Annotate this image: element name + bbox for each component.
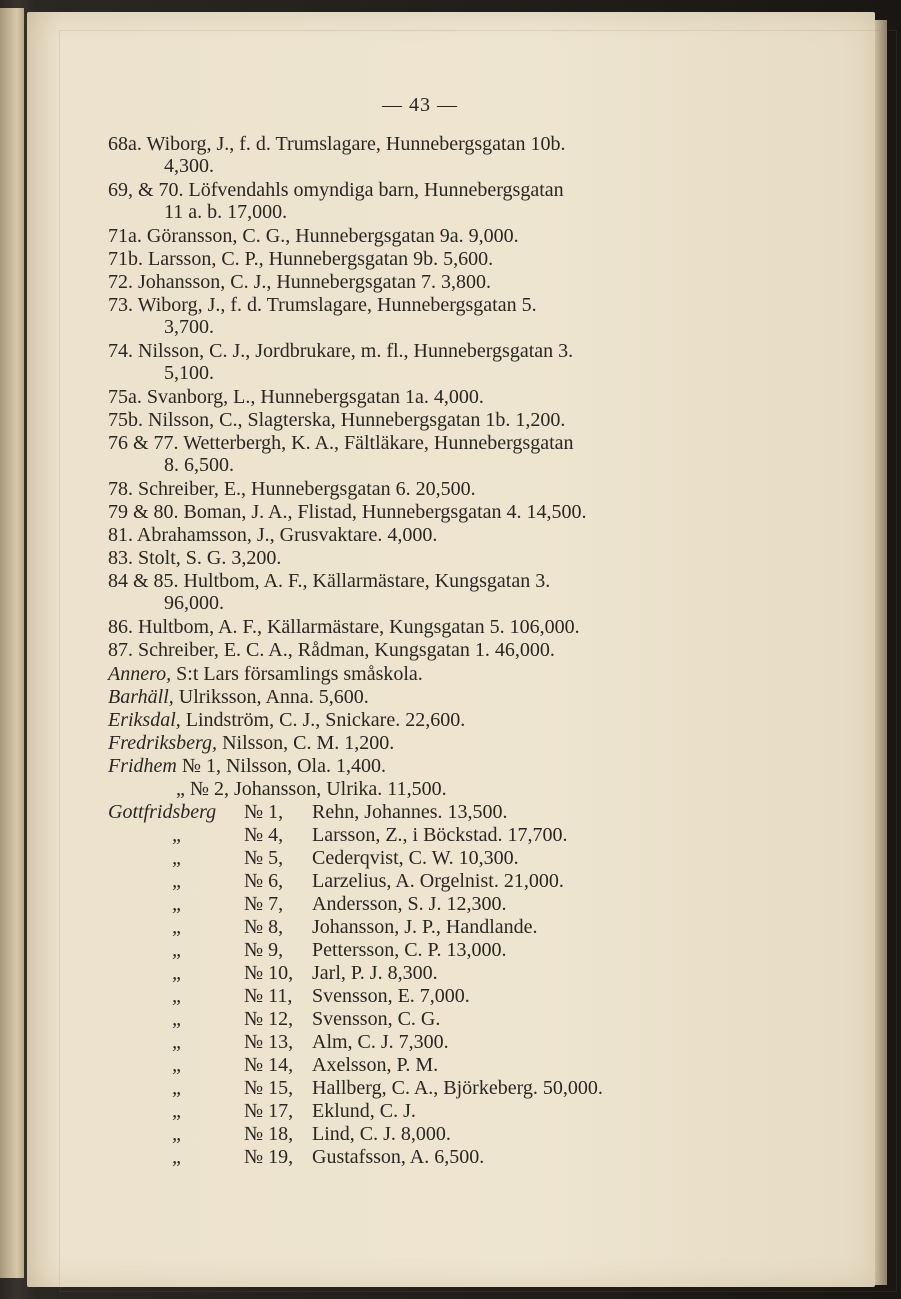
plot-number: № 1, [244,801,284,823]
ditto-mark: „ [172,1123,184,1145]
gottfridsberg-row [108,939,506,961]
gottfridsberg-row [108,870,564,892]
place-text: Johansson, Ulrika. 11,500. [233,778,447,800]
place-text: S:t Lars församlings småskola. [176,663,423,685]
place-name: Eriksdal, [108,709,181,731]
gottfridsberg-row [108,847,519,869]
entry-line: 75a. Svanborg, L., Hunnebergsgatan 1a. 4,000. [108,386,484,408]
gottfridsberg-row [108,1031,449,1053]
entry-line: 96,000. [164,592,224,614]
ditto-mark: „ [172,985,184,1007]
entry-line: 87. Schreiber, E. C. A., Rådman, Kungsgatan 1. 46,000. [108,639,555,661]
entry-line: 5,100. [164,362,214,384]
gottfridsberg-row [108,1054,438,1076]
entry-line: 79 & 80. Boman, J. A., Flistad, Hunnebergsgatan 4. 14,500. [108,501,587,523]
ditto-mark: „ [176,778,185,800]
ditto-mark: „ [172,1100,184,1122]
plot-number: № 6, [244,870,284,892]
place-text: Nilsson, C. M. 1,200. [222,732,395,754]
gottfridsberg-row [108,801,508,823]
ditto-mark: „ [172,1054,184,1076]
ditto-mark: „ [172,824,184,846]
entry-line: 71a. Göransson, C. G., Hunnebergsgatan 9a. 9,000. [108,225,519,247]
gottfridsberg-row [108,1123,451,1145]
owner-text: Johansson, J. P., Handlande. [312,916,538,938]
gottfridsberg-row [108,916,538,938]
entry-line: 4,300. [164,155,214,177]
plot-number: № 8, [244,916,284,938]
plot-number: № 11, [244,985,293,1007]
owner-text: Pettersson, C. P. 13,000. [312,939,507,961]
owner-text: Alm, C. J. 7,300. [312,1031,449,1053]
gottfridsberg-row [108,1100,416,1122]
plot-number: № 7, [244,893,284,915]
entry-line: 75b. Nilsson, C., Slagterska, Hunnebergsgatan 1b. 1,200. [108,409,566,431]
gottfridsberg-row [108,824,568,846]
owner-text: Eklund, C. J. [312,1100,416,1122]
page-number: — 43 — [382,94,458,116]
owner-text: Gustafsson, A. 6,500. [312,1146,485,1168]
plot-number: № 18, [244,1123,294,1145]
entry-line: 74. Nilsson, C. J., Jordbrukare, m. fl., Hunnebergsgatan 3. [108,340,574,362]
owner-text: Rehn, Johannes. 13,500. [312,801,508,823]
owner-text: Larzelius, A. Orgelnist. 21,000. [312,870,564,892]
entry-line: 72. Johansson, C. J., Hunnebergsgatan 7. 3,800. [108,271,491,293]
gottfridsberg-row [108,893,506,915]
entry-line: 11 a. b. 17,000. [164,201,288,223]
gottfridsberg-row [108,1077,603,1099]
place-text: Ulriksson, Anna. 5,600. [178,686,369,708]
entry-line: 68a. Wiborg, J., f. d. Trumslagare, Hunnebergsgatan 10b. [108,133,566,155]
plot-number: № 9, [244,939,284,961]
entry-line: 78. Schreiber, E., Hunnebergsgatan 6. 20,500. [108,478,476,500]
ditto-mark: „ [172,916,184,938]
gottfridsberg-row [108,985,470,1007]
plot-number: № 5, [244,847,284,869]
place-name: Barhäll, [108,686,174,708]
place-name: Annero, [108,663,172,685]
plot-number: № 13, [244,1031,294,1053]
ditto-mark: „ [172,847,184,869]
place-line [176,778,447,800]
ditto-mark: „ [172,1077,184,1099]
entry-line: 83. Stolt, S. G. 3,200. [108,547,282,569]
place-name: Fridhem [108,755,177,777]
entry-line: 81. Abrahamsson, J., Grusvaktare. 4,000. [108,524,438,546]
place-number: № 2, [189,778,229,800]
ditto-mark: „ [172,1146,184,1168]
gottfridsberg-row [108,1146,484,1168]
ditto-mark: „ [172,939,184,961]
owner-text: Jarl, P. J. 8,300. [312,962,438,984]
gottfridsberg-row [108,962,438,984]
plot-number: № 4, [244,824,284,846]
entry-line: 73. Wiborg, J., f. d. Trumslagare, Hunnebergsgatan 5. [108,294,537,316]
owner-text: Cederqvist, C. W. 10,300. [312,847,519,869]
place-text: Lindström, C. J., Snickare. 22,600. [185,709,466,731]
plot-number: № 17, [244,1100,294,1122]
place-line [108,755,386,777]
place-text: Nilsson, Ola. 1,400. [225,755,386,777]
ditto-mark: „ [172,870,184,892]
owner-text: Lind, C. J. 8,000. [312,1123,451,1145]
place-line [108,709,465,731]
ditto-mark: „ [172,893,184,915]
entry-line: 84 & 85. Hultbom, A. F., Källarmästare, Kungsgatan 3. [108,570,551,592]
gottfridsberg-row [108,1008,440,1030]
ditto-mark: „ [172,1008,184,1030]
entry-line: 71b. Larsson, C. P., Hunnebergsgatan 9b. 5,600. [108,248,494,270]
owner-text: Larsson, Z., i Böckstad. 17,700. [312,824,568,846]
plot-number: № 14, [244,1054,294,1076]
entry-line: 69, & 70. Löfvendahls omyndiga barn, Hunnebergsgatan [108,179,564,201]
ditto-mark: „ [172,1031,184,1053]
place-line [108,663,423,685]
plot-number: № 12, [244,1008,294,1030]
entry-line: 86. Hultbom, A. F., Källarmästare, Kungsgatan 5. 106,000. [108,616,580,638]
plot-number: № 10, [244,962,294,984]
owner-text: Svensson, E. 7,000. [312,985,470,1007]
owner-text: Hallberg, C. A., Björkeberg. 50,000. [312,1077,603,1099]
entry-line: 8. 6,500. [164,454,234,476]
entry-line: 3,700. [164,316,214,338]
place-line [108,732,394,754]
owner-text: Svensson, C. G. [312,1008,441,1030]
entry-line: 76 & 77. Wetterbergh, K. A., Fältläkare, Hunnebergsgatan [108,432,574,454]
place-line [108,686,369,708]
plot-number: № 15, [244,1077,294,1099]
plot-number: № 19, [244,1146,294,1168]
place-name: Fredriksberg, [108,732,218,754]
owner-text: Andersson, S. J. 12,300. [312,893,507,915]
place-name: Gottfridsberg [108,801,217,823]
place-number: № 1, [181,755,221,777]
owner-text: Axelsson, P. M. [312,1054,439,1076]
ditto-mark: „ [172,962,184,984]
